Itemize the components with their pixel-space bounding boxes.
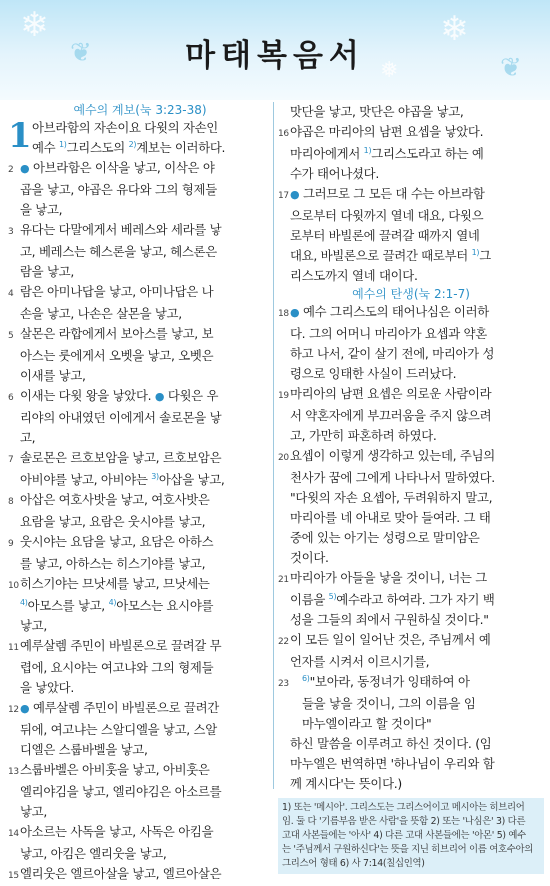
footnote-marker: 5) [328,591,337,601]
verse-text: 아삽은 여호사밧을 낳고, 여호사밧은 [20,492,210,507]
verse-number: 23 [278,679,289,689]
verse-text: 이름을 $^{5)}$예수라고 하여라. 그가 자기 백 [290,591,495,607]
verse-line [278,568,544,590]
snowflake-icon: ❄ [440,9,469,49]
verse-text: 하신 말씀을 이루려고 하신 것이다. (임 [290,736,492,751]
verse-text: 곱을 낳고, 야곱은 유다와 그의 형제들 [20,182,217,197]
verse-text: 웃시야는 요담을 낳고, 요담은 아하스 [20,534,214,549]
footnote-marker: 3) [151,471,159,481]
paragraph-bullet-icon: ● [290,306,300,319]
verse-line [8,596,272,616]
verse-text: 마누엘은 번역하면 '하나님이 우리와 함 [290,756,495,771]
verse-line [278,734,544,754]
verse-text: 중에 있는 아기는 성령으로 말미암은 [290,530,480,545]
verse-text: 령으로 잉태한 사실이 드러났다. [290,366,457,381]
verse-text: $^{4)}$아모스를 낳고, $^{4)}$아모스는 요시야를 [20,597,214,613]
verse-number: 7 [8,455,14,465]
verse-line [8,386,272,408]
verse-line [278,528,544,548]
verse-line [8,802,272,822]
paragraph-bullet-icon: ● [290,188,300,201]
footnote-marker: 1) [363,145,372,155]
verse-line [8,242,272,262]
footnotes [278,798,544,874]
verse-text: 대요, 바빌론으로 끌려간 때로부터 $^{1)}$그 [290,247,491,263]
verse-line [8,532,272,554]
verse-line [278,714,544,734]
verse-text: 성을 그들의 죄에서 구원하실 것이다." [290,612,489,627]
verse-line [278,206,544,226]
verse-text: 아비야를 낳고, 아비야는 $^{3)}$아삽을 낳고, [20,471,225,487]
footnote-marker: 1) [471,247,480,257]
verse-text: 맛단을 낳고, 맛단은 야곱을 낳고, [290,104,464,119]
verse-text: ● 아브라함은 이삭을 낳고, 이삭은 야 [20,160,215,175]
verse-line [278,364,544,384]
verse-line [8,200,272,220]
verse-line [278,144,544,164]
section-heading-genealogy: 예수의 계보(눅 3:23-38) [73,103,207,117]
snowflake-icon: ❄ [20,5,49,45]
verse-text: 예수 $^{1)}$그리스도의 $^{2)}$계보는 이러하다. [32,139,226,155]
verse-line [278,246,544,266]
verse-text: 를 낳고, 아하스는 히스기야를 낳고, [20,556,206,571]
verse-line [8,282,272,304]
verse-line [278,184,544,206]
verse-number: 16 [278,129,289,139]
verse-line [8,220,272,242]
verse-text: ● 예루살렘 주민이 바빌론으로 끌려간 [20,700,219,715]
right-column [278,102,544,874]
verse-text: 이새를 낳고, [20,368,86,383]
verse-line [278,122,544,144]
verse-number: 6 [8,393,14,403]
verse-line [278,590,544,610]
verse-line [8,324,272,346]
footnote-marker: 4) [108,597,117,607]
verse-text: 살몬은 라합에게서 보아스를 낳고, 보 [20,326,214,341]
snowflake-icon: ❅ [380,58,399,83]
verse-text: 낳고, [20,804,47,819]
verse-text: 손을 낳고, 나손은 살몬을 낳고, [20,306,182,321]
verse-text: 요셉이 이렇게 생각하고 있는데, 주님의 [290,448,495,463]
footnote-line: 고대 사본들에는 '아사' 4) 다른 고대 사본들에는 '아몬' 5) 예수 [282,830,526,841]
verse-line [278,406,544,426]
verse-text: 것이다. [290,550,329,565]
verse-line [8,822,272,844]
verse-text: 아소르는 사독을 낳고, 사독은 아킴을 [20,824,214,839]
verse-line [278,694,544,714]
verse-text: 아스는 룻에게서 오벳을 낳고, 오벳은 [20,348,214,363]
verse-line [278,324,544,344]
verse-text: 으로부터 다윗까지 열네 대요, 다윗으 [290,208,484,223]
verse-text: 아브라함의 자손이요 다윗의 자손인 [32,120,218,135]
footnote-marker: 6) [302,673,310,683]
verse-line [278,488,544,508]
verse-text: 이 모든 일이 일어난 것은, 주님께서 예 [290,632,491,647]
verse-text: 리야의 아내였던 이에게서 솔로몬을 낳 [20,410,222,425]
verse-text: 께 계시다'는 뜻이다.) [290,776,402,791]
verse-text: 고, [20,430,36,445]
verse-number: 17 [278,191,289,201]
verse-text: 람은 아미나답을 낳고, 아미나답은 나 [20,284,214,299]
footnote-line: 그리스어 형태 6) 사 7:14(칠십인역) [282,858,425,869]
verse-number: 15 [8,871,19,881]
verse-number: 2 [8,165,14,175]
verse-line [8,428,272,448]
verse-text: $^{6)}$"보아라, 동정녀가 잉태하여 아 [302,673,470,689]
verse-line [8,782,272,802]
verse-text: 낳고, 아킴은 엘리웃을 낳고, [20,846,167,861]
verse-line [278,302,544,324]
paragraph-bullet-icon: ● [154,390,165,403]
verse-line [8,844,272,864]
verse-line [278,344,544,364]
verse-number: 20 [278,453,289,463]
verse-text: 마리아에게서 $^{1)}$그리스도라고 하는 예 [290,145,484,161]
verse-line [278,426,544,446]
verse-line [278,102,544,122]
verse-line [278,652,544,672]
leaf-icon: ❦ [500,53,522,83]
verse-text: 스룹바벨은 아비훗을 낳고, 아비훗은 [20,762,210,777]
verse-text: 엘리야김을 낳고, 엘리야김은 아소르를 [20,784,222,799]
verse-text: 예루살렘 주민이 바빌론으로 끌려갈 무 [20,638,222,653]
verse-text: 요람을 낳고, 요람은 웃시야를 낳고, [20,514,206,529]
verse-number: 14 [8,829,19,839]
verse-number: 12 [8,705,19,715]
paragraph-bullet-icon: ● [20,702,30,715]
section-heading-birth: 예수의 탄생(눅 2:1-7) [352,287,470,301]
verse-text: 솔로몬은 르호보암을 낳고, 르호보암은 [20,450,222,465]
verse-text: 고, 베레스는 헤스론을 낳고, 헤스론은 [20,244,217,259]
verse-text: 들을 낳을 것이니, 그의 이름을 임 [302,696,476,711]
footnote-marker: 1) [58,139,67,149]
verse-text: ● 그러므로 그 모든 대 수는 아브라함 [290,186,485,201]
verse-text: 유다는 다말에게서 베레스와 세라를 낳 [20,222,222,237]
verse-text: 렵에, 요시야는 여고냐와 그의 형제들 [20,660,214,675]
verse-line [8,448,272,470]
footnote-line: 는 '주님께서 구원하신다'는 뜻을 지닌 히브리어 이름 여호수아의 [282,844,533,855]
verse-text: 언자를 시켜서 이르시기를, [290,654,430,669]
verse-text: 을 낳고, [20,202,63,217]
verse-line [278,774,544,794]
verse-line [8,636,272,658]
verse-text: 수가 태어나셨다. [290,166,379,181]
verse-text: 로부터 바빌론에 끌려갈 때까지 열네 [290,228,480,243]
leaf-icon: ❦ [70,38,92,68]
verse-line [8,658,272,678]
verse-text: 고, 가만히 파혼하려 하였다. [290,428,437,443]
verse-line [8,864,272,886]
verse-line [278,630,544,652]
title-banner [0,0,550,100]
paragraph-bullet-icon: ● [20,162,30,175]
verse-line [8,678,272,698]
verse-number: 4 [8,289,14,299]
verse-line [278,548,544,568]
verse-text: 야곱은 마리아의 남편 요셉을 낳았다. [290,124,484,139]
verse-text: 하고 나서, 같이 살기 전에, 마리아가 성 [290,346,495,361]
verse-number: 22 [278,637,289,647]
verse-line [8,180,272,200]
verse-text: 디엘은 스룹바벨을 낳고, [20,742,148,757]
verse-text: 히스기야는 므낫세를 낳고, 므낫세는 [20,576,210,591]
verse-line [8,760,272,782]
footnote-line: 임. 둘 다 '기름부음 받은 사람'을 뜻함 2) 또는 '나심은' 3) 다른 [282,816,526,827]
verse-text: 마리아의 남편 요셉은 의로운 사람이라 [290,386,492,401]
verse-line [8,512,272,532]
page-title: 마태복음서 [185,38,365,74]
verse-text: 마리아를 네 아내로 맞아 들여라. 그 태 [290,510,491,525]
verse-line [278,226,544,246]
verse-text: 을 낳았다. [20,680,74,695]
verse-text: 이새는 다윗 왕을 낳았다. ● 다윗은 우 [20,388,219,403]
verse-text: 마누엘이라고 할 것이다" [302,716,432,731]
verse-text: 낳고, [20,618,47,633]
verse-line [8,138,272,158]
verse-line [8,408,272,428]
footnote-line: 1) 또는 '메시아'. 그리스도는 그리스어이고 메시아는 히브리어 [282,802,525,813]
verse-line [8,698,272,720]
verse-text: 뒤에, 여고냐는 스알디엘을 낳고, 스알 [20,722,217,737]
verse-number: 13 [8,767,19,777]
verse-text: "다윗의 자손 요셉아, 두려워하지 말고, [290,490,493,505]
verse-line [8,470,272,490]
verse-number: 21 [278,575,289,585]
left-column [8,102,272,886]
verse-text: 람을 낳고, [20,264,74,279]
verse-text: 천사가 꿈에 그에게 나타나서 말하였다. [290,470,495,485]
footnote-marker: 4) [20,597,28,607]
verse-number: 10 [8,581,19,591]
verse-line [278,508,544,528]
verse-number: 11 [8,643,19,653]
verse-number: 9 [8,539,14,549]
verse-line [278,164,544,184]
verse-line [8,304,272,324]
verse-line [278,266,544,286]
verse-number: 5 [8,331,14,341]
verse-line [278,610,544,630]
verse-number: 18 [278,309,289,319]
verse-line [8,346,272,366]
verse-line [278,754,544,774]
verse-number-large: 1 [8,116,32,156]
verse-line [8,490,272,512]
verse-line [8,616,272,636]
verse-line [8,740,272,760]
verse-line [8,366,272,386]
verse-text: 엘리웃은 엘르아살을 낳고, 엘르아살은 [20,866,222,881]
verse-line [8,554,272,574]
verse-line [8,720,272,740]
verse-line [278,384,544,406]
verse-line [278,468,544,488]
verse-line [278,672,544,694]
verse-line [278,446,544,468]
verse-number: 8 [8,497,14,507]
verse-text: ● 예수 그리스도의 태어나심은 이러하 [290,304,489,319]
verse-line [8,158,272,180]
verse-number: 3 [8,227,14,237]
verse-line [8,262,272,282]
verse-text: 마리아가 아들을 낳을 것이니, 너는 그 [290,570,487,585]
verse-text: 다. 그의 어머니 마리아가 요셉과 약혼 [290,326,487,341]
verse-number: 19 [278,391,289,401]
footnote-marker: 2) [128,139,137,149]
verse-text: 서 약혼자에게 부끄러움을 주지 않으려 [290,408,492,423]
verse-line [8,574,272,596]
verse-text: 리스도까지 열네 대이다. [290,268,418,283]
